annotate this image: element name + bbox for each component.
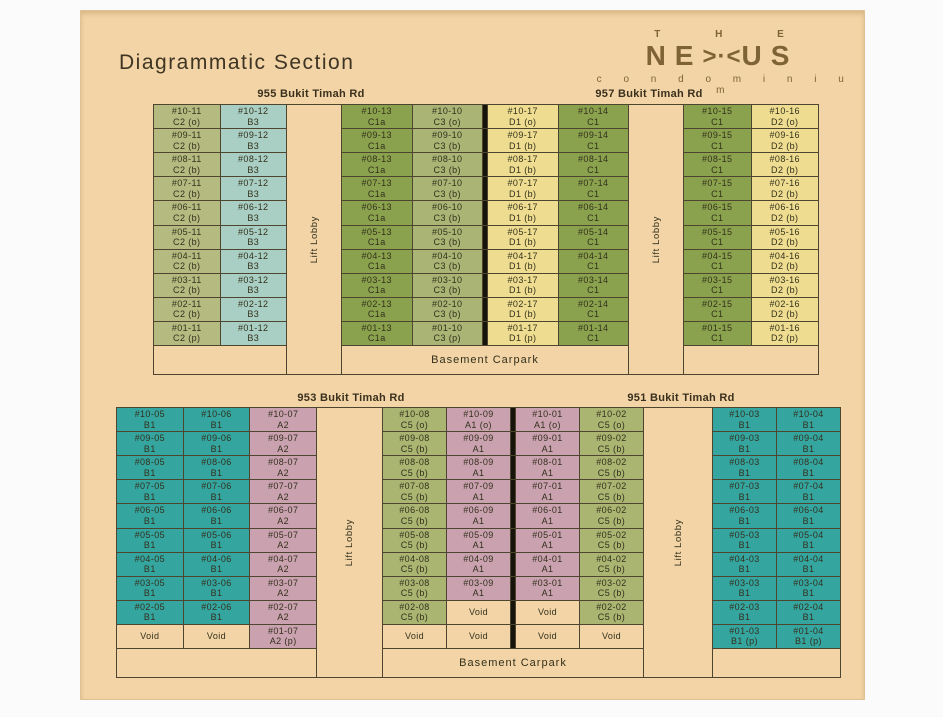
- unit-cell: #04-10 C3 (b): [413, 250, 483, 273]
- unit-cell: #01-15 C1: [684, 322, 751, 345]
- unit-cell: #10-08 C5 (o): [383, 408, 446, 431]
- unit-cell: #09-08 C5 (b): [383, 432, 446, 455]
- unit-cell: #03-07 A2: [250, 577, 316, 600]
- party-wall-divider: [511, 480, 515, 503]
- unit-cell: #03-15 C1: [684, 274, 751, 297]
- unit-grid-upper-mid: [341, 104, 629, 346]
- unit-cell: #10-05 B1: [117, 408, 183, 431]
- unit-cell: #04-13 C1a: [342, 250, 412, 273]
- unit-cell: #03-12 B3: [221, 274, 287, 297]
- unit-cell: #05-12 B3: [221, 226, 287, 249]
- unit-cell: #06-07 A2: [250, 504, 316, 527]
- unit-cell: #06-13 C1a: [342, 201, 412, 224]
- unit-cell: #10-03 B1: [713, 408, 776, 431]
- unit-cell: #10-16 D2 (o): [752, 105, 819, 128]
- unit-cell: #01-07 A2 (p): [250, 625, 316, 648]
- unit-cell: #10-02 C5 (o): [580, 408, 643, 431]
- unit-cell: #07-04 B1: [777, 480, 840, 503]
- logo-nexus: NE>·<US: [645, 40, 799, 71]
- unit-cell: #07-01 A1: [516, 480, 579, 503]
- unit-cell: #07-14 C1: [559, 177, 629, 200]
- unit-cell: #02-14 C1: [559, 298, 629, 321]
- unit-cell: #08-09 A1: [447, 456, 510, 479]
- party-wall-divider: [511, 601, 515, 624]
- unit-cell: #09-01 A1: [516, 432, 579, 455]
- unit-cell: #08-11 C2 (b): [154, 153, 220, 176]
- lift-lobby-label: Lift Lobby: [344, 518, 355, 567]
- unit-cell: #09-04 B1: [777, 432, 840, 455]
- unit-cell: #08-06 B1: [184, 456, 250, 479]
- unit-cell: #04-08 C5 (b): [383, 553, 446, 576]
- unit-cell: #02-13 C1a: [342, 298, 412, 321]
- basement-carpark-lower: [382, 649, 644, 678]
- unit-cell: #05-05 B1: [117, 529, 183, 552]
- unit-cell: #06-08 C5 (b): [383, 504, 446, 527]
- unit-cell: #10-13 C1a: [342, 105, 412, 128]
- unit-cell: #08-02 C5 (b): [580, 456, 643, 479]
- unit-cell: #01-14 C1: [559, 322, 629, 345]
- block-953-951-mid: [382, 407, 644, 678]
- unit-cell: #09-12 B3: [221, 129, 287, 152]
- unit-cell: #03-09 A1: [447, 577, 510, 600]
- logo-the: T H E: [654, 29, 810, 40]
- unit-cell: #02-11 C2 (b): [154, 298, 220, 321]
- unit-cell: #04-02 C5 (b): [580, 553, 643, 576]
- unit-cell: #05-02 C5 (b): [580, 529, 643, 552]
- unit-cell: #01-12 B3: [221, 322, 287, 345]
- unit-cell: #09-03 B1: [713, 432, 776, 455]
- unit-cell: #02-15 C1: [684, 298, 751, 321]
- unit-cell: #04-06 B1: [184, 553, 250, 576]
- unit-cell: #01-10 C3 (p): [413, 322, 483, 345]
- unit-cell: #02-07 A2: [250, 601, 316, 624]
- unit-cell: #07-03 B1: [713, 480, 776, 503]
- party-wall-divider: [511, 529, 515, 552]
- unit-cell: #09-07 A2: [250, 432, 316, 455]
- unit-cell: #02-17 D1 (b): [488, 298, 558, 321]
- unit-cell: #05-17 D1 (b): [488, 226, 558, 249]
- road-label-957: 957 Bukit Timah Rd: [595, 88, 703, 100]
- unit-cell: #10-06 B1: [184, 408, 250, 431]
- unit-cell: #09-05 B1: [117, 432, 183, 455]
- unit-cell: #03-10 C3 (b): [413, 274, 483, 297]
- unit-cell: #08-16 D2 (b): [752, 153, 819, 176]
- unit-cell: #06-10 C3 (b): [413, 201, 483, 224]
- unit-cell: #09-06 B1: [184, 432, 250, 455]
- unit-cell: #07-02 C5 (b): [580, 480, 643, 503]
- unit-cell: #03-03 B1: [713, 577, 776, 600]
- unit-cell: #08-17 D1 (b): [488, 153, 558, 176]
- party-wall-divider: [511, 408, 515, 431]
- logo-x-glyph: >·<: [702, 43, 742, 70]
- unit-cell: #08-04 B1: [777, 456, 840, 479]
- unit-cell: #03-08 C5 (b): [383, 577, 446, 600]
- unit-cell: #10-17 D1 (o): [488, 105, 558, 128]
- diagram-sheet: [80, 10, 865, 700]
- basement-carpark-label: Basement Carpark: [459, 657, 567, 669]
- unit-cell: #09-09 A1: [447, 432, 510, 455]
- void-cell: Void: [447, 601, 510, 624]
- unit-cell: #02-04 B1: [777, 601, 840, 624]
- unit-cell: #04-11 C2 (b): [154, 250, 220, 273]
- unit-cell: #08-12 B3: [221, 153, 287, 176]
- unit-cell: #06-09 A1: [447, 504, 510, 527]
- void-cell: Void: [580, 625, 643, 648]
- unit-grid-lower-mid: [382, 407, 644, 649]
- unit-cell: #05-04 B1: [777, 529, 840, 552]
- unit-cell: #07-15 C1: [684, 177, 751, 200]
- unit-cell: #02-12 B3: [221, 298, 287, 321]
- unit-cell: #07-17 D1 (b): [488, 177, 558, 200]
- unit-cell: #09-14 C1: [559, 129, 629, 152]
- void-cell: Void: [117, 625, 183, 648]
- page-title: Diagrammatic Section: [119, 51, 355, 74]
- unit-cell: #08-03 B1: [713, 456, 776, 479]
- unit-cell: #06-02 C5 (b): [580, 504, 643, 527]
- party-wall-divider: [483, 177, 487, 200]
- unit-grid-953-west: [116, 407, 317, 649]
- block-955-west: [153, 104, 287, 375]
- unit-cell: #05-15 C1: [684, 226, 751, 249]
- lift-lobby-label: Lift Lobby: [672, 518, 684, 567]
- unit-cell: #07-11 C2 (b): [154, 177, 220, 200]
- lift-lobby-lower-west: [316, 407, 383, 678]
- party-wall-divider: [483, 322, 487, 345]
- block-955-957-mid: [341, 104, 629, 375]
- unit-cell: #08-01 A1: [516, 456, 579, 479]
- unit-cell: #03-13 C1a: [342, 274, 412, 297]
- footer-empty: [116, 649, 317, 678]
- unit-cell: #05-06 B1: [184, 529, 250, 552]
- unit-cell: #07-10 C3 (b): [413, 177, 483, 200]
- unit-cell: #01-13 C1a: [342, 322, 412, 345]
- unit-cell: #10-15 C1: [684, 105, 751, 128]
- road-label-955: 955 Bukit Timah Rd: [257, 88, 365, 100]
- unit-cell: #06-03 B1: [713, 504, 776, 527]
- unit-cell: #05-09 A1: [447, 529, 510, 552]
- lift-lobby-upper-west: [286, 104, 342, 375]
- unit-cell: #09-17 D1 (b): [488, 129, 558, 152]
- unit-cell: #04-15 C1: [684, 250, 751, 273]
- unit-cell: #04-16 D2 (b): [752, 250, 819, 273]
- unit-cell: #04-12 B3: [221, 250, 287, 273]
- basement-carpark-upper: [341, 346, 629, 375]
- unit-cell: #09-11 C2 (b): [154, 129, 220, 152]
- unit-cell: #05-07 A2: [250, 529, 316, 552]
- unit-cell: #02-10 C3 (b): [413, 298, 483, 321]
- unit-cell: #05-10 C3 (b): [413, 226, 483, 249]
- unit-cell: #08-15 C1: [684, 153, 751, 176]
- party-wall-divider: [483, 153, 487, 176]
- unit-cell: #02-02 C5 (b): [580, 601, 643, 624]
- unit-cell: #09-15 C1: [684, 129, 751, 152]
- unit-cell: #07-06 B1: [184, 480, 250, 503]
- unit-cell: #10-04 B1: [777, 408, 840, 431]
- unit-cell: #10-12 B3: [221, 105, 287, 128]
- unit-cell: #10-09 A1 (o): [447, 408, 510, 431]
- block-951-east: [712, 407, 841, 678]
- unit-cell: #09-13 C1a: [342, 129, 412, 152]
- unit-cell: #01-17 D1 (p): [488, 322, 558, 345]
- unit-cell: #05-16 D2 (b): [752, 226, 819, 249]
- unit-cell: #05-08 C5 (b): [383, 529, 446, 552]
- party-wall-divider: [483, 298, 487, 321]
- unit-cell: #07-13 C1a: [342, 177, 412, 200]
- void-cell: Void: [516, 601, 579, 624]
- unit-cell: #07-08 C5 (b): [383, 480, 446, 503]
- unit-cell: #03-14 C1: [559, 274, 629, 297]
- party-wall-divider: [483, 105, 487, 128]
- unit-grid-951-east: [712, 407, 841, 649]
- lift-lobby-lower-east: [643, 407, 713, 678]
- unit-cell: #06-04 B1: [777, 504, 840, 527]
- unit-cell: #02-06 B1: [184, 601, 250, 624]
- unit-cell: #04-03 B1: [713, 553, 776, 576]
- unit-cell: #06-01 A1: [516, 504, 579, 527]
- party-wall-divider: [483, 226, 487, 249]
- unit-cell: #06-06 B1: [184, 504, 250, 527]
- unit-cell: #10-10 C3 (o): [413, 105, 483, 128]
- party-wall-divider: [511, 625, 515, 648]
- unit-cell: #06-17 D1 (b): [488, 201, 558, 224]
- party-wall-divider: [511, 504, 515, 527]
- party-wall-divider: [511, 456, 515, 479]
- logo-condominium: c o n d o m i n i u m: [596, 74, 854, 96]
- unit-cell: #04-14 C1: [559, 250, 629, 273]
- unit-cell: #06-05 B1: [117, 504, 183, 527]
- unit-cell: #05-13 C1a: [342, 226, 412, 249]
- unit-cell: #07-07 A2: [250, 480, 316, 503]
- party-wall-divider: [483, 274, 487, 297]
- unit-cell: #03-06 B1: [184, 577, 250, 600]
- lift-lobby-label: Lift Lobby: [308, 215, 320, 264]
- unit-cell: #04-09 A1: [447, 553, 510, 576]
- unit-cell: #09-02 C5 (b): [580, 432, 643, 455]
- unit-cell: #05-14 C1: [559, 226, 629, 249]
- footer-empty: [712, 649, 841, 678]
- lift-lobby-upper-east: [628, 104, 684, 375]
- unit-cell: #05-11 C2 (b): [154, 226, 220, 249]
- footer-empty: [153, 346, 287, 375]
- void-cell: Void: [447, 625, 510, 648]
- unit-cell: #06-12 B3: [221, 201, 287, 224]
- unit-cell: #08-08 C5 (b): [383, 456, 446, 479]
- block-953-west: [116, 407, 317, 678]
- basement-carpark-label: Basement Carpark: [431, 354, 539, 366]
- unit-cell: #08-10 C3 (b): [413, 153, 483, 176]
- unit-cell: #10-11 C2 (o): [154, 105, 220, 128]
- unit-cell: #08-14 C1: [559, 153, 629, 176]
- unit-cell: #08-13 C1a: [342, 153, 412, 176]
- unit-cell: #01-04 B1 (p): [777, 625, 840, 648]
- unit-cell: #06-14 C1: [559, 201, 629, 224]
- party-wall-divider: [511, 432, 515, 455]
- unit-cell: #10-14 C1: [559, 105, 629, 128]
- party-wall-divider: [511, 553, 515, 576]
- unit-cell: #05-01 A1: [516, 529, 579, 552]
- void-cell: Void: [383, 625, 446, 648]
- unit-cell: #07-12 B3: [221, 177, 287, 200]
- unit-cell: #07-05 B1: [117, 480, 183, 503]
- unit-cell: #02-08 C5 (b): [383, 601, 446, 624]
- unit-cell: #07-09 A1: [447, 480, 510, 503]
- unit-cell: #06-15 C1: [684, 201, 751, 224]
- unit-cell: #05-03 B1: [713, 529, 776, 552]
- party-wall-divider: [511, 577, 515, 600]
- unit-cell: #02-05 B1: [117, 601, 183, 624]
- unit-cell: #03-04 B1: [777, 577, 840, 600]
- unit-cell: #09-10 C3 (b): [413, 129, 483, 152]
- unit-grid-955-west: [153, 104, 287, 346]
- unit-cell: #10-01 A1 (o): [516, 408, 579, 431]
- unit-cell: #02-03 B1: [713, 601, 776, 624]
- void-cell: Void: [184, 625, 250, 648]
- unit-grid-957-east: [683, 104, 819, 346]
- unit-cell: #10-07 A2: [250, 408, 316, 431]
- unit-cell: #06-16 D2 (b): [752, 201, 819, 224]
- unit-cell: #09-16 D2 (b): [752, 129, 819, 152]
- unit-cell: #01-11 C2 (p): [154, 322, 220, 345]
- footer-empty: [683, 346, 819, 375]
- unit-cell: #03-05 B1: [117, 577, 183, 600]
- unit-cell: #03-16 D2 (b): [752, 274, 819, 297]
- party-wall-divider: [483, 201, 487, 224]
- lift-lobby-label: Lift Lobby: [650, 215, 662, 264]
- unit-cell: #06-11 C2 (b): [154, 201, 220, 224]
- unit-cell: #04-07 A2: [250, 553, 316, 576]
- party-wall-divider: [483, 250, 487, 273]
- unit-cell: #04-05 B1: [117, 553, 183, 576]
- unit-cell: #04-17 D1 (b): [488, 250, 558, 273]
- road-label-953: 953 Bukit Timah Rd: [297, 392, 405, 404]
- party-wall-divider: [483, 129, 487, 152]
- road-label-951: 951 Bukit Timah Rd: [627, 392, 735, 404]
- unit-cell: #02-16 D2 (b): [752, 298, 819, 321]
- unit-cell: #04-04 B1: [777, 553, 840, 576]
- unit-cell: #03-11 C2 (b): [154, 274, 220, 297]
- void-cell: Void: [516, 625, 579, 648]
- unit-cell: #01-16 D2 (p): [752, 322, 819, 345]
- unit-cell: #03-01 A1: [516, 577, 579, 600]
- unit-cell: #03-17 D1 (b): [488, 274, 558, 297]
- unit-cell: #04-01 A1: [516, 553, 579, 576]
- unit-cell: #08-07 A2: [250, 456, 316, 479]
- unit-cell: #03-02 C5 (b): [580, 577, 643, 600]
- block-957-east: [683, 104, 819, 375]
- unit-cell: #01-03 B1 (p): [713, 625, 776, 648]
- unit-cell: #08-05 B1: [117, 456, 183, 479]
- nexus-logo: [586, 29, 858, 96]
- unit-cell: #07-16 D2 (b): [752, 177, 819, 200]
